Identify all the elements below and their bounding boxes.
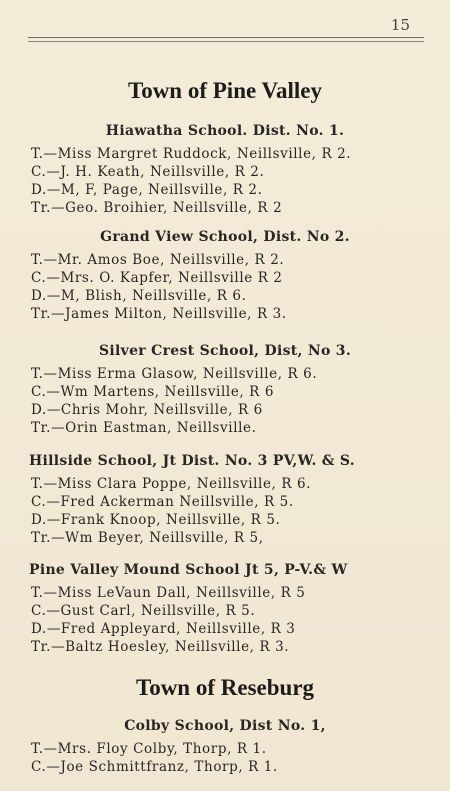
school-title-hiawatha: Hiawatha School. Dist. No. 1. <box>105 123 345 139</box>
school-entry-line: Tr.—Wm Beyer, Neillsville, R 5, <box>31 530 264 546</box>
town-title-pine-valley: Town of Pine Valley <box>127 78 323 103</box>
school-entry-line: D.—M, Blish, Neillsville, R 6. <box>31 288 247 304</box>
school-entry-line: C.—Joe Schmittfranz, Thorp, R 1. <box>31 759 278 775</box>
school-title-grand-view: Grand View School, Dist. No 2. <box>100 229 350 245</box>
school-entry-line: C.—Wm Martens, Neillsville, R 6 <box>31 384 275 400</box>
school-entry-line: T.—Mrs. Floy Colby, Thorp, R 1. <box>31 741 267 757</box>
school-entry-line: Tr.—James Milton, Neillsville, R 3. <box>31 306 287 322</box>
school-entry-line: Tr.—Geo. Broihier, Neillsville, R 2 <box>31 200 283 216</box>
page-number: 15 <box>390 16 410 34</box>
school-entry-line: C.—Mrs. O. Kapfer, Neillsville R 2 <box>31 270 283 286</box>
school-entry-line: T.—Miss LeVaun Dall, Neillsville, R 5 <box>31 585 306 601</box>
school-title-colby: Colby School, Dist No. 1, <box>124 718 326 734</box>
school-entry-line: Tr.—Orin Eastman, Neillsville. <box>31 420 257 436</box>
school-entry-line: D.—Fred Appleyard, Neillsville, R 3 <box>31 621 296 637</box>
school-entry-line: C.—Gust Carl, Neillsville, R 5. <box>31 603 256 619</box>
school-entry-line: D.—M, F, Page, Neillsville, R 2. <box>31 182 263 198</box>
school-entry-line: T.—Miss Erma Glasow, Neillsville, R 6. <box>31 366 318 382</box>
header-rule-secondary <box>28 41 424 42</box>
school-title-silver-crest: Silver Crest School, Dist, No 3. <box>98 343 352 359</box>
school-entry-line: D.—Chris Mohr, Neillsville, R 6 <box>31 402 263 418</box>
school-entry-line: C.—J. H. Keath, Neillsville, R 2. <box>31 164 265 180</box>
school-entry-line: T.—Mr. Amos Boe, Neillsville, R 2. <box>31 252 285 268</box>
header-rule <box>28 37 424 38</box>
school-entry-line: T.—Miss Clara Poppe, Neillsville, R 6. <box>31 476 312 492</box>
school-entry-line: T.—Miss Margret Ruddock, Neillsville, R 2. <box>31 146 352 162</box>
school-title-hillside: Hillside School, Jt Dist. No. 3 PV,W. & S. <box>29 453 355 469</box>
school-entry-line: Tr.—Baltz Hoesley, Neillsville, R 3. <box>31 639 290 655</box>
school-entry-line: D.—Frank Knoop, Neillsville, R 5. <box>31 512 281 528</box>
school-entry-line: C.—Fred Ackerman Neillsville, R 5. <box>31 494 294 510</box>
school-title-pine-valley-mound: Pine Valley Mound School Jt 5, P-V.& W <box>29 562 348 578</box>
town-title-reseburg: Town of Reseburg <box>135 675 315 700</box>
